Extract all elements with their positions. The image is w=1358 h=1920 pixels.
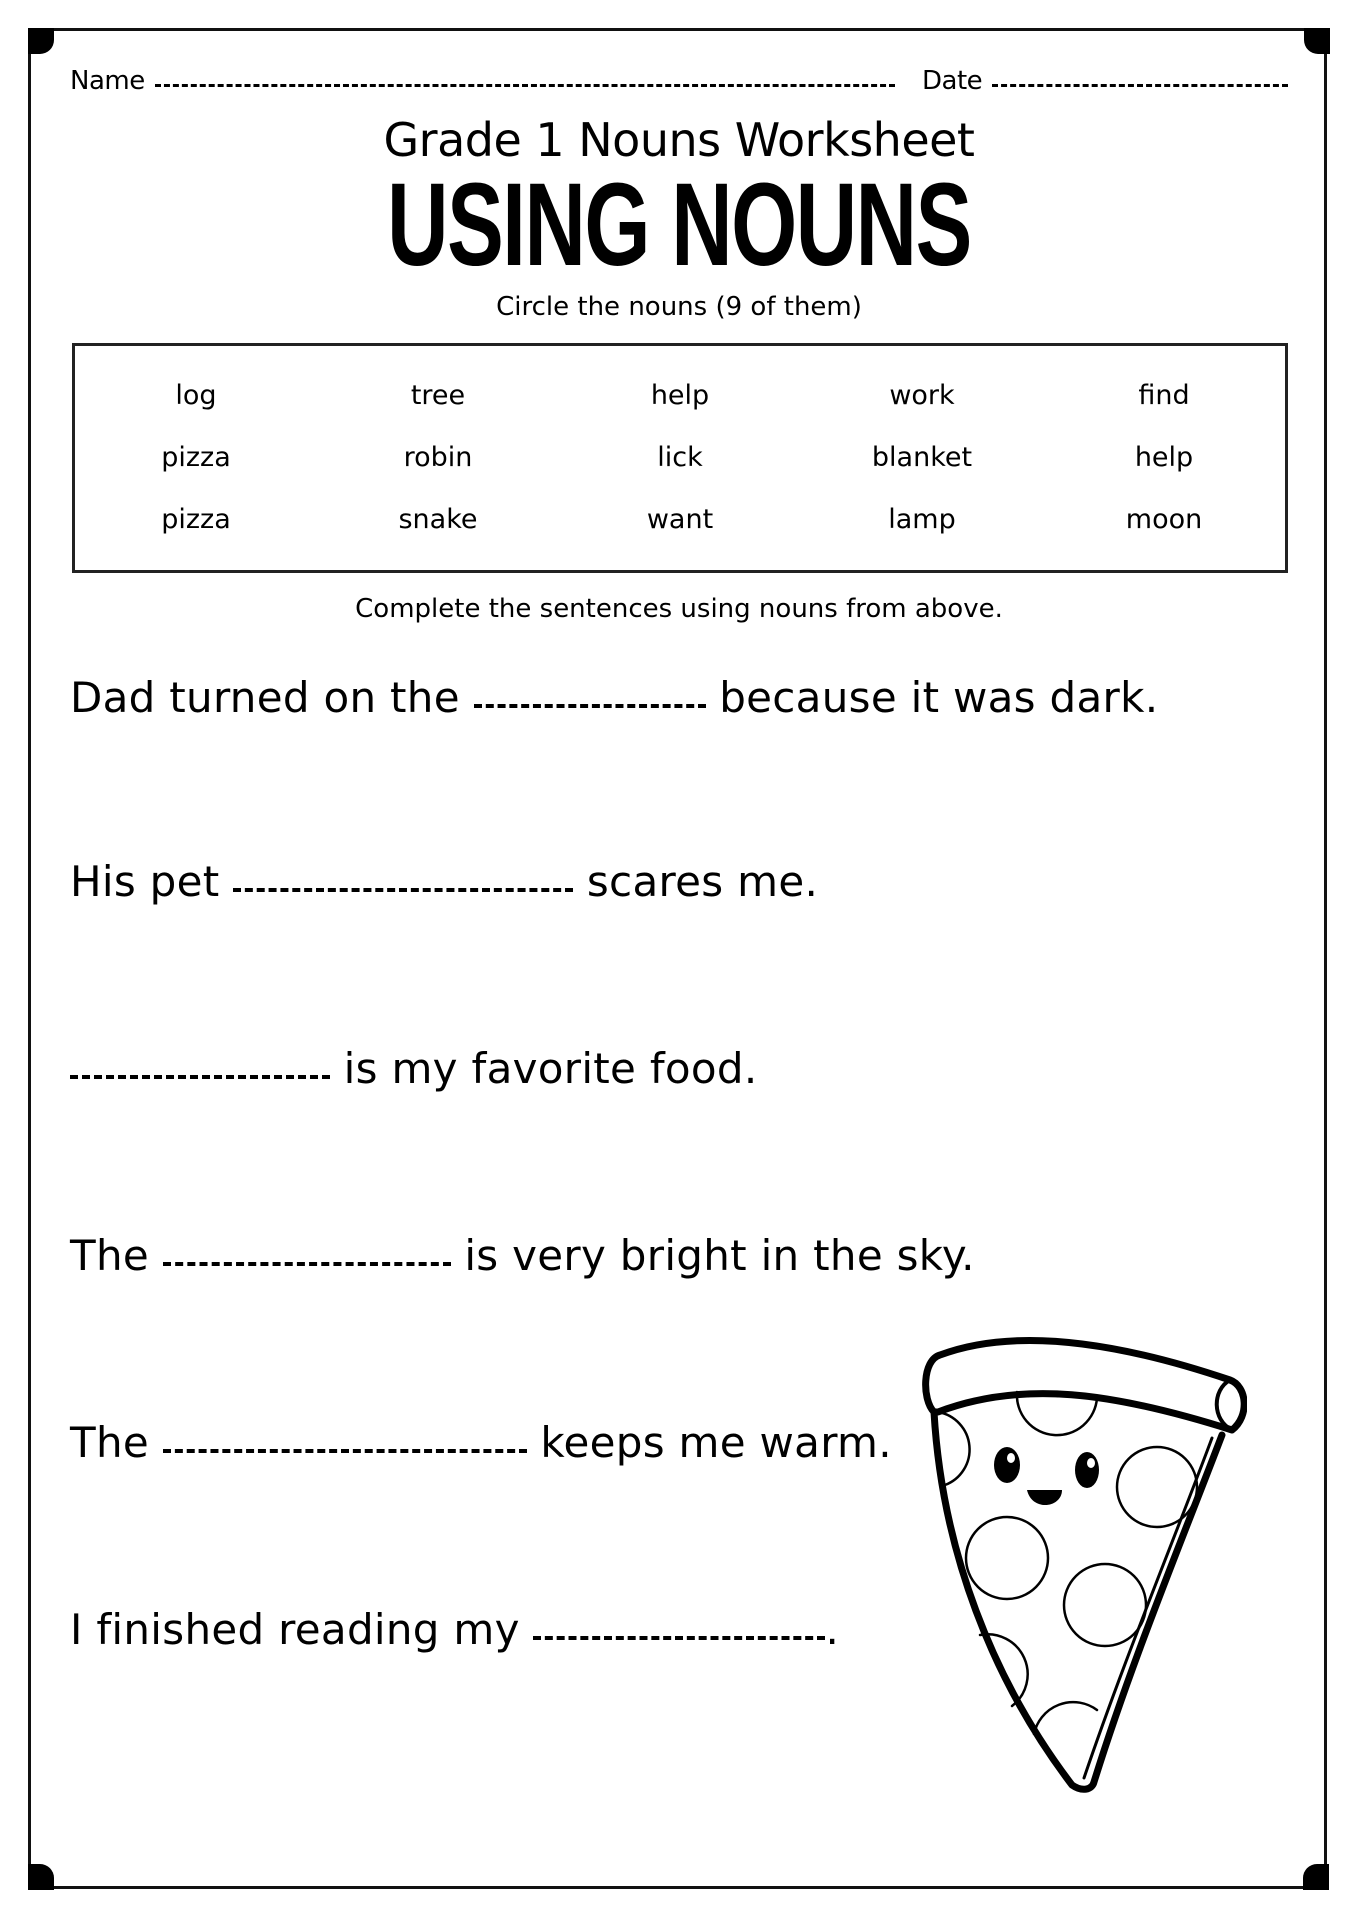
sentence-text-after: because it was dark.	[719, 673, 1159, 722]
sentence-4	[70, 1231, 975, 1280]
name-label: Name	[70, 66, 145, 96]
word-item[interactable]: pizza	[161, 503, 231, 535]
sentence-text-after: scares me.	[586, 857, 819, 906]
word-item[interactable]: help	[1134, 441, 1194, 473]
corner-decoration	[1304, 28, 1330, 54]
sentence-text-after: .	[825, 1605, 840, 1654]
sentence-6	[70, 1605, 839, 1654]
sentence-1	[70, 673, 1158, 722]
word-item[interactable]: work	[889, 379, 955, 411]
sentence-text-before: The	[70, 1231, 150, 1280]
answer-blank[interactable]	[474, 704, 706, 708]
word-item[interactable]: help	[650, 379, 710, 411]
circle-instructions: Circle the nouns (9 of them)	[496, 292, 862, 322]
name-field	[70, 66, 895, 96]
name-input-line[interactable]	[155, 84, 895, 87]
sentence-text-before: His pet	[70, 857, 220, 906]
date-input-line[interactable]	[992, 84, 1288, 87]
complete-instructions: Complete the sentences using nouns from above.	[355, 594, 1003, 624]
word-box	[72, 343, 1288, 573]
word-item[interactable]: tree	[410, 379, 466, 411]
sentence-text-before: Dad turned on the	[70, 673, 460, 722]
word-item[interactable]: want	[646, 503, 714, 535]
answer-blank[interactable]	[163, 1449, 527, 1453]
worksheet-subtitle: Grade 1 Nouns Worksheet	[383, 113, 975, 167]
answer-blank[interactable]	[533, 1636, 825, 1640]
sentence-text-before: The	[70, 1418, 150, 1467]
word-item[interactable]: robin	[403, 441, 473, 473]
word-item[interactable]: moon	[1125, 503, 1203, 535]
corner-decoration	[28, 1864, 54, 1890]
corner-decoration	[1303, 1864, 1329, 1890]
sentence-text-after: is very bright in the sky.	[464, 1231, 975, 1280]
sentence-5	[70, 1418, 892, 1467]
word-item[interactable]: lamp	[888, 503, 956, 535]
date-label: Date	[922, 66, 983, 96]
answer-blank[interactable]	[233, 888, 573, 892]
sentence-text-before: I finished reading my	[70, 1605, 520, 1654]
answer-blank[interactable]	[163, 1262, 451, 1266]
word-item[interactable]: lick	[657, 441, 703, 473]
word-item[interactable]: snake	[398, 503, 478, 535]
word-item[interactable]: blanket	[871, 441, 973, 473]
sentence-text-after: is my favorite food.	[343, 1044, 758, 1093]
answer-blank[interactable]	[70, 1075, 330, 1079]
sentence-2	[70, 857, 818, 906]
sentence-3	[70, 1044, 758, 1093]
worksheet-title: USING NOUNS	[387, 159, 971, 291]
pizza-slice-icon	[912, 1320, 1247, 1795]
sentence-text-after: keeps me warm.	[540, 1418, 892, 1467]
word-item[interactable]: log	[175, 379, 217, 411]
date-field	[922, 66, 1288, 96]
word-item[interactable]: find	[1138, 379, 1190, 411]
word-item[interactable]: pizza	[161, 441, 231, 473]
